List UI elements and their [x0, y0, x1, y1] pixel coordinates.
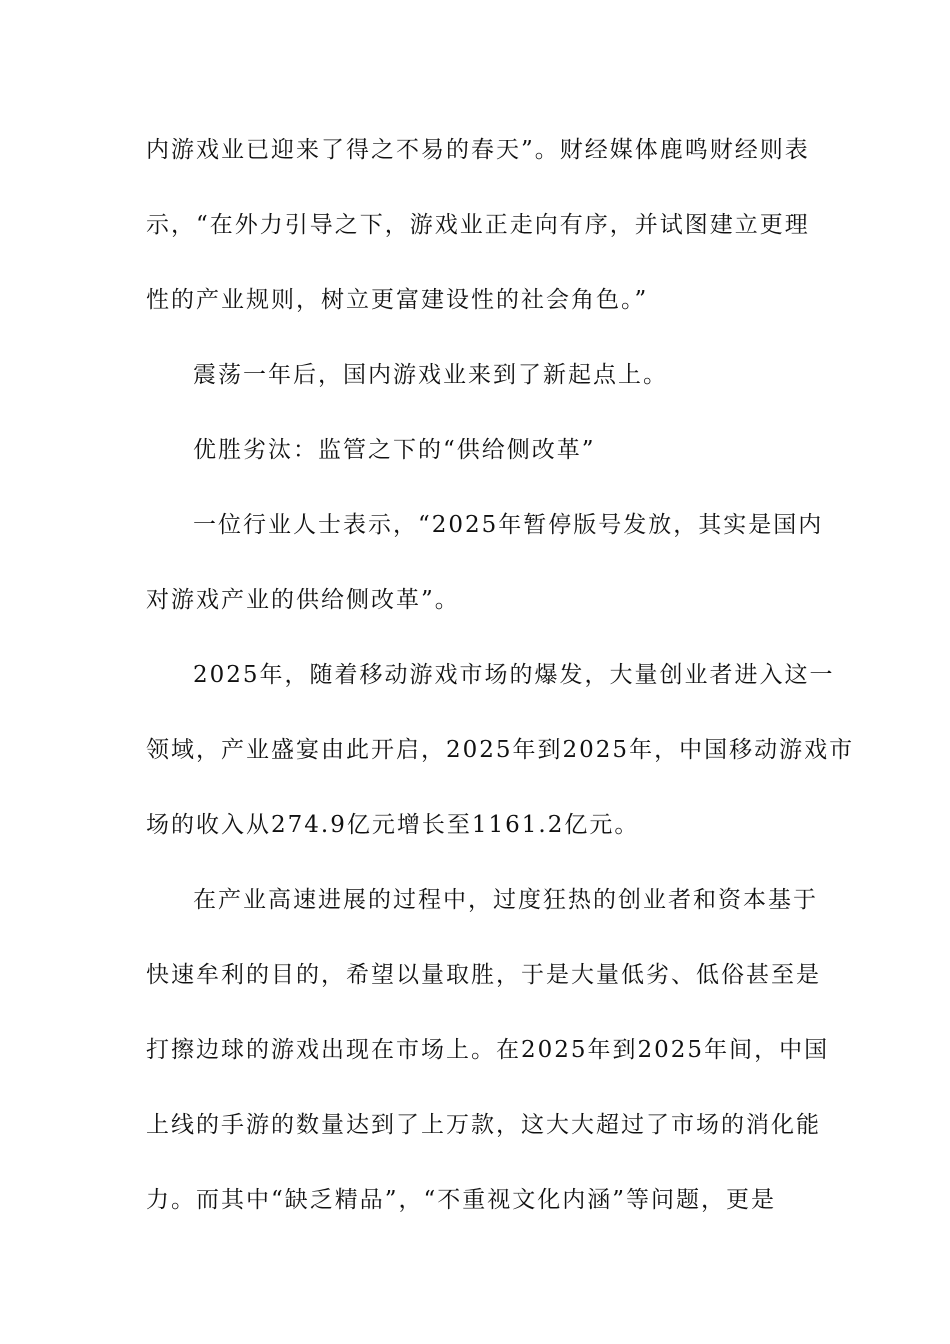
text-line-15: 力。而其中“缺乏精品”，“不重视文化内涵”等问题，更是 — [146, 1187, 777, 1213]
text-line-11: 在产业高速进展的过程中，过度狂热的创业者和资本基于 — [193, 887, 818, 913]
text-line-14: 上线的手游的数量达到了上万款，这大大超过了市场的消化能 — [146, 1112, 821, 1138]
text-line-13: 打擦边球的游戏出现在市场上。在2025年到2025年间，中国 — [146, 1037, 830, 1063]
text-line-3: 性的产业规则，树立更富建设性的社会角色。” — [146, 287, 649, 313]
text-line-9: 领域，产业盛宴由此开启，2025年到2025年，中国移动游戏市 — [146, 737, 855, 763]
text-line-1: 内游戏业已迎来了得之不易的春天”。财经媒体鹿鸣财经则表 — [146, 137, 810, 163]
text-line-8: 2025年，随着移动游戏市场的爆发，大量创业者进入这一 — [193, 662, 835, 688]
section-heading: 优胜劣汰：监管之下的“供给侧改革” — [193, 437, 596, 463]
text-line-7: 对游戏产业的供给侧改革”。 — [146, 587, 460, 613]
text-line-12: 快速牟利的目的，希望以量取胜，于是大量低劣、低俗甚至是 — [146, 962, 821, 988]
text-line-10: 场的收入从274.9亿元增长至1161.2亿元。 — [146, 812, 640, 838]
text-line-6: 一位行业人士表示，“2025年暂停版号发放，其实是国内 — [193, 512, 824, 538]
text-line-2: 示，“在外力引导之下，游戏业正走向有序，并试图建立更理 — [146, 212, 810, 238]
text-line-4: 震荡一年后，国内游戏业来到了新起点上。 — [193, 362, 668, 388]
